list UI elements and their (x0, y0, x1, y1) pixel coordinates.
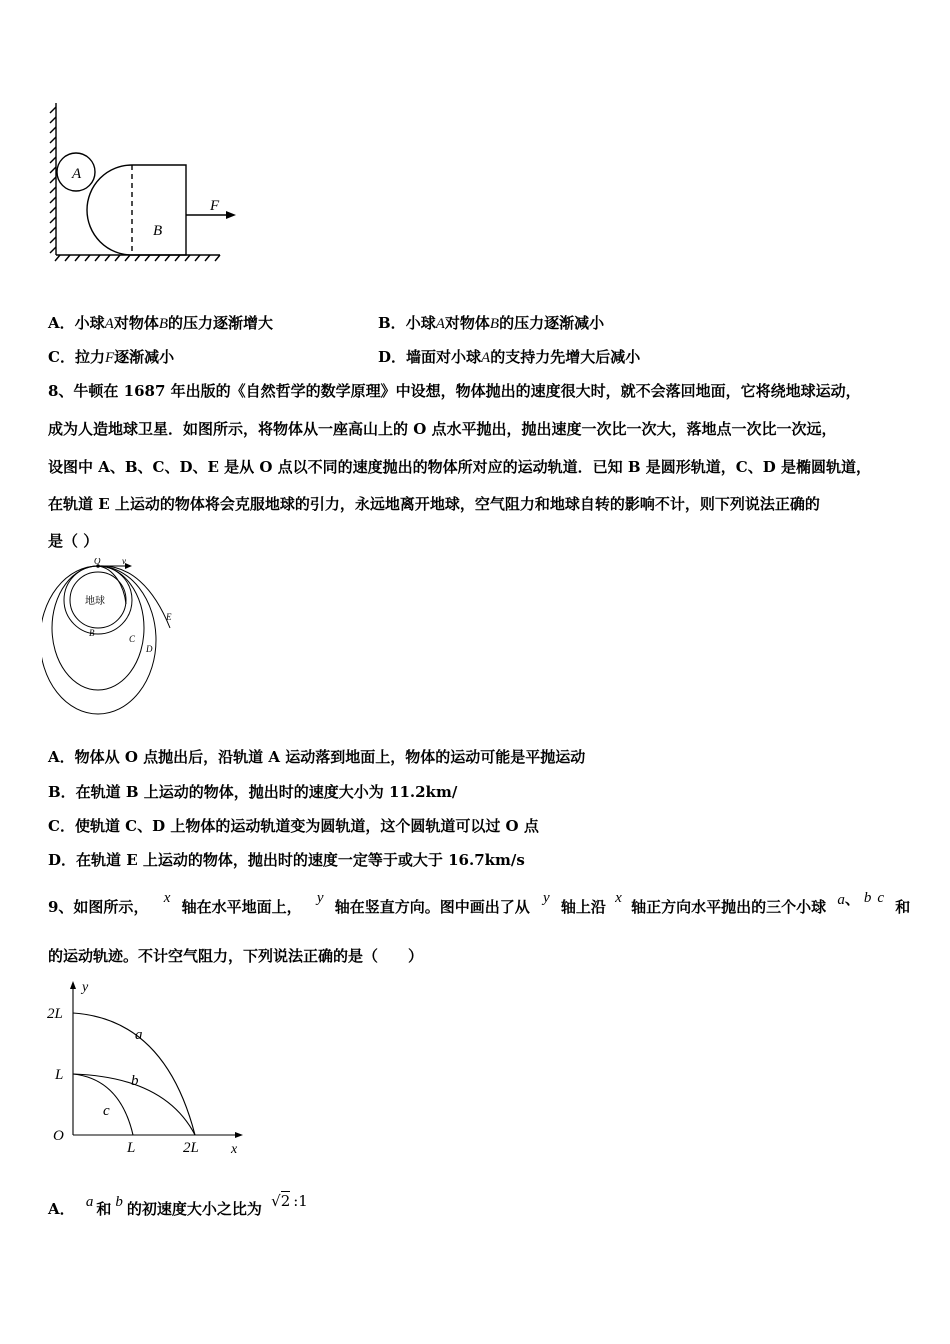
q9-option-a: A． a 和 b 的初速度大小之比为 √2 :1 (48, 1192, 308, 1218)
figure-trajectories (45, 975, 255, 1160)
label-earth: 地球 (85, 596, 105, 607)
q7-option-a: A．小球A对物体B的压力逐渐增大 (48, 314, 274, 332)
label-l-x: L (127, 1140, 136, 1156)
label-b: B (89, 628, 95, 638)
q8-stem-line-1: 8、牛顿在 1687 年出版的《自然哲学的数学原理》中设想，物体抛出的速度很大时，就不会落回地面，它将绕地球运动， (48, 382, 861, 400)
label-v: v (122, 558, 126, 566)
label-o: O (53, 1128, 64, 1144)
label-d: D (146, 644, 153, 654)
label-e: E (166, 612, 172, 622)
q7-option-d: D．墙面对小球A的支持力先增大后减小 (378, 348, 641, 366)
q8-stem-line-2: 成为人造地球卫星．如图所示，将物体从一座高山上的 O 点水平抛出，抛出速度一次比一次大，落地点一次比一次远， (48, 420, 837, 438)
label-o: O (94, 558, 101, 566)
q9-stem-line-1: 9、如图所示， x 轴在水平地面上， y 轴在竖直方向。图中画出了从 y 轴上沿 x 轴正方向水平抛出的三个小球 a、 b c 和 (48, 890, 911, 916)
label-2l-x: 2L (183, 1140, 199, 1156)
label-y: y (82, 980, 89, 995)
q7-option-c: C．拉力F逐渐减小 (48, 348, 175, 366)
label-b: B (153, 223, 163, 239)
q7-option-b: B．小球A对物体B的压力逐渐减小 (378, 314, 605, 332)
q8-stem-line-5: 是（ ） (48, 532, 99, 550)
label-2l-y: 2L (47, 1006, 63, 1022)
orbit-d (42, 566, 156, 714)
figure-wall-ball-block (40, 95, 240, 265)
label-c: C (129, 634, 136, 644)
q8-option-a: A．物体从 O 点抛出后，沿轨道 A 运动落到地面上，物体的运动可能是平抛运动 (48, 748, 586, 766)
label-a: a (135, 1027, 143, 1043)
q8-option-c: C．使轨道 C、D 上物体的运动轨道变为圆轨道，这个圆轨道可以过 O 点 (48, 817, 539, 835)
q8-stem-line-3: 设图中 A、B、C、D、E 是从 O 点以不同的速度抛出的物体所对应的运动轨道．已知 B 是圆形轨道，C、D 是椭圆轨道， (48, 458, 871, 476)
sqrt-icon: √ (271, 1192, 281, 1210)
orbit-e (98, 566, 170, 628)
label-f: F (210, 198, 220, 214)
label-a: A (72, 166, 82, 182)
label-c: c (103, 1103, 110, 1119)
q8-option-b: B．在轨道 B 上运动的物体，抛出时的速度大小为 11.2km/ (48, 783, 458, 801)
q8-option-d: D．在轨道 E 上运动的物体，抛出时的速度一定等于或大于 16.7km/s (48, 851, 525, 869)
q8-stem-line-4: 在轨道 E 上运动的物体将会克服地球的引力，永远地离开地球，空气阻力和地球自转的影响不计，则下列说法正确的 (48, 495, 820, 513)
label-l-y: L (55, 1067, 64, 1083)
q9-stem-line-2: 的运动轨迹。不计空气阻力，下列说法正确的是（ ） (48, 947, 424, 965)
figure-orbits (42, 558, 202, 718)
label-x: x (231, 1142, 238, 1157)
label-b: b (131, 1073, 139, 1089)
